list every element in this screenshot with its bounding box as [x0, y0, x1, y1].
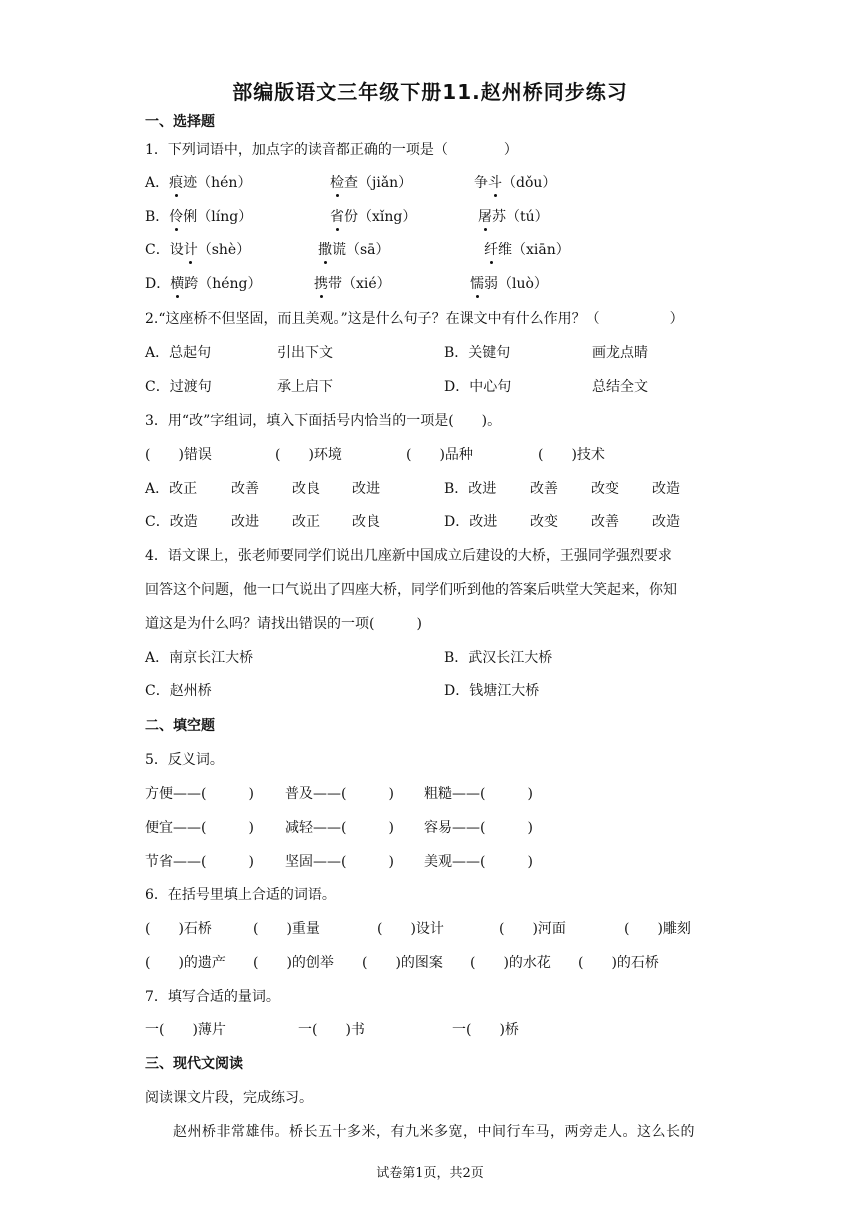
- q5-item: 美观——( ): [424, 854, 533, 870]
- q5-item: 容易——( ): [424, 820, 533, 836]
- page-footer: 试卷第1页，共2页: [376, 1166, 484, 1181]
- question-4-stem-line-3: 道这是为什么吗？请找出错误的一项( ): [145, 616, 422, 632]
- q2-option-b-desc: 画龙点睛: [592, 345, 648, 361]
- q3-option-d-word: 改善: [591, 514, 619, 530]
- q3-option-b-word: 改变: [591, 481, 619, 497]
- question-6-stem: 6．在括号里填上合适的词语。: [145, 887, 336, 903]
- q6-item: ( )的水花: [470, 955, 551, 971]
- q3-option-c-word: 改良: [352, 514, 380, 530]
- q1-option-c-word-3: 纤维（xiān）: [484, 242, 570, 258]
- q1-option-c-word-2: 撒谎（sā）: [318, 242, 390, 258]
- question-3-stem: 3．用“改”字组词，填入下面括号内恰当的一项是( )。: [145, 413, 502, 429]
- q6-item: ( )的图案: [362, 955, 443, 971]
- q6-item: ( )河面: [499, 921, 566, 937]
- q5-item: 节省——( ): [145, 854, 254, 870]
- q1-option-d-word-3: 懦弱（luò）: [470, 276, 548, 292]
- q5-item: 减轻——( ): [285, 820, 394, 836]
- q2-option-a: A．总起句: [145, 345, 212, 361]
- reading-passage: 赵州桥非常雄伟。桥长五十多米，有九米多宽，中间行车马，两旁走人。这么长的: [173, 1124, 695, 1140]
- section-heading-choice: 一、选择题: [145, 114, 215, 130]
- question-1-stem: 1．下列词语中，加点字的读音都正确的一项是（ ）: [145, 142, 518, 158]
- q7-item: 一( )书: [298, 1022, 365, 1038]
- q3-option-a-word: 改良: [292, 481, 320, 497]
- q4-option-d: D．钱塘江大桥: [444, 683, 540, 699]
- question-2-stem: 2.“这座桥不但坚固，而且美观。”这是什么句子？在课文中有什么作用？（ ）: [145, 311, 684, 327]
- q3-option-b: B．改进: [444, 481, 497, 497]
- q4-option-a: A．南京长江大桥: [145, 650, 254, 666]
- q6-item: ( )的遗产: [145, 955, 226, 971]
- q3-option-d: D．改进: [444, 514, 498, 530]
- q3-option-a-word: 改进: [352, 481, 380, 497]
- q2-option-c: C．过渡句: [145, 379, 212, 395]
- q1-option-c: C．设计（shè）: [145, 242, 251, 258]
- q1-option-b-word-3: 屠苏（tú）: [478, 209, 549, 225]
- question-7-stem: 7．填写合适的量词。: [145, 989, 280, 1005]
- q7-item: 一( )桥: [452, 1022, 519, 1038]
- q5-item: 普及——( ): [285, 786, 394, 802]
- q2-option-a-desc: 引出下文: [277, 345, 333, 361]
- q3-option-c: C．改造: [145, 514, 198, 530]
- section-heading-reading: 三、现代文阅读: [145, 1056, 243, 1072]
- q5-item: 方便——( ): [145, 786, 254, 802]
- section-heading-fill: 二、填空题: [145, 718, 215, 734]
- q1-option-d-word-2: 携带（xié）: [314, 276, 391, 292]
- q6-item: ( )的石桥: [578, 955, 659, 971]
- q6-item: ( )雕刻: [624, 921, 691, 937]
- q3-option-a: A．改正: [145, 481, 198, 497]
- q4-option-c: C．赵州桥: [145, 683, 212, 699]
- q6-item: ( )的创举: [253, 955, 334, 971]
- q3-option-d-word: 改变: [530, 514, 558, 530]
- q3-blank: ( )环境: [275, 447, 342, 463]
- q6-item: ( )重量: [253, 921, 320, 937]
- page-title: 部编版语文三年级下册11.赵州桥同步练习: [232, 80, 628, 104]
- q1-option-d: D．横跨（héng）: [145, 276, 262, 292]
- q3-option-c-word: 改进: [231, 514, 259, 530]
- q1-option-b: B．伶俐（líng）: [145, 209, 253, 225]
- q2-option-b: B．关键句: [444, 345, 511, 361]
- q7-item: 一( )薄片: [145, 1022, 226, 1038]
- q1-option-a-word-2: 检查（jiǎn）: [330, 175, 413, 191]
- q5-item: 粗糙——( ): [424, 786, 533, 802]
- q5-item: 便宜——( ): [145, 820, 254, 836]
- q2-option-d: D．中心句: [444, 379, 512, 395]
- q3-option-a-word: 改善: [231, 481, 259, 497]
- q5-item: 坚固——( ): [285, 854, 394, 870]
- q3-option-c-word: 改正: [292, 514, 320, 530]
- q3-blank: ( )错误: [145, 447, 212, 463]
- q2-option-c-desc: 承上启下: [277, 379, 333, 395]
- question-4-stem-line-1: 4．语文课上，张老师要同学们说出几座新中国成立后建设的大桥，王强同学强烈要求: [145, 548, 672, 564]
- q1-option-a-word-3: 争斗（dǒu）: [474, 175, 557, 191]
- q1-option-a: A．痕迹（hén）: [145, 175, 252, 191]
- q3-option-b-word: 改善: [530, 481, 558, 497]
- q3-blank: ( )品种: [406, 447, 473, 463]
- question-5-stem: 5．反义词。: [145, 752, 224, 768]
- q4-option-b: B．武汉长江大桥: [444, 650, 553, 666]
- q2-option-d-desc: 总结全文: [592, 379, 648, 395]
- q3-option-d-word: 改造: [652, 514, 680, 530]
- q1-option-b-word-2: 省份（xǐng）: [330, 209, 417, 225]
- q3-blank: ( )技术: [538, 447, 605, 463]
- reading-instruction: 阅读课文片段，完成练习。: [145, 1090, 313, 1106]
- q6-item: ( )设计: [377, 921, 444, 937]
- q6-item: ( )石桥: [145, 921, 212, 937]
- q3-option-b-word: 改造: [652, 481, 680, 497]
- question-4-stem-line-2: 回答这个问题，他一口气说出了四座大桥，同学们听到他的答案后哄堂大笑起来，你知: [145, 582, 677, 598]
